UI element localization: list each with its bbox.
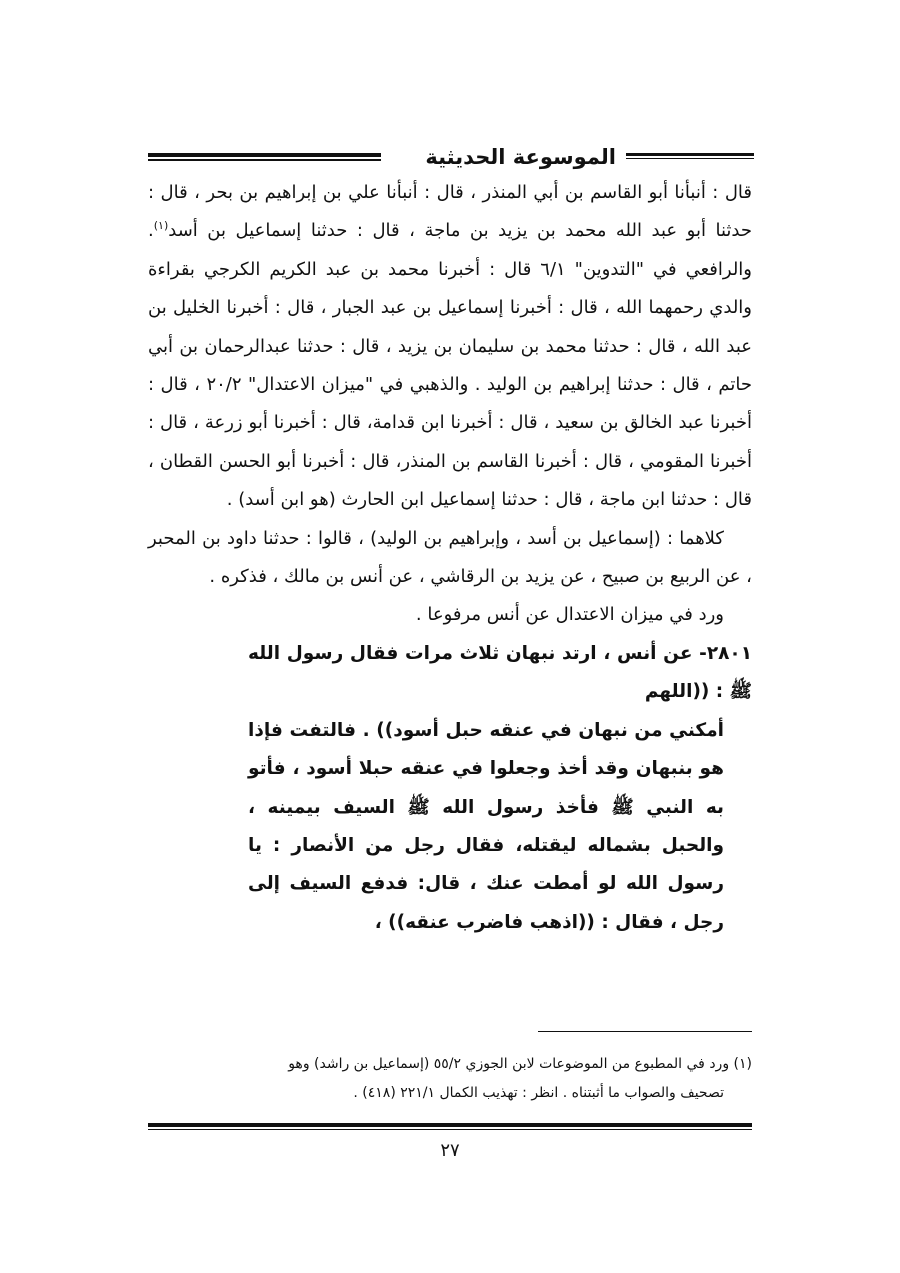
footer-rule <box>148 1123 752 1130</box>
paragraph-both: كلاهما : (إسماعيل بن أسد ، وإبراهيم بن الوليد) ، قالوا : حدثنا داود بن المحبر ، عن الربيع بن صبيح ، عن يزيد بن الرقاشي ، عن أنس بن مالك ، فذكره . <box>148 527 752 588</box>
paragraph-1-rest: . والرافعي في "التدوين" ٦/١ قال : أخبرنا محمد بن عبد الكريم الكرجي بقراءة والدي رحمهما الله ، قال : أخبرنا إسماعيل بن عبد الجبار ، قال : أخبرنا الخليل بن عبد الله ، قال : حدثنا محمد بن سليمان بن يزيد ، قال : حدثنا عبدالرحمان بن أبي حاتم ، قال : حدثنا إبراهيم بن الوليد . والذهبي في "ميزان الاعتدال" ٢٠/٢ ، قال : أخبرنا عبد الخالق بن سعيد ، قال : أخبرنا ابن قدامة، قال : أخبرنا أبو زرعة ، قال : أخبرنا المقومي ، قال : أخبرنا القاسم بن المنذر، قال : أخبرنا أبو الحسن القطان ، قال : حدثنا ابن ماجة ، قال : حدثنا إسماعيل ابن الحارث (هو ابن أسد) . <box>148 220 752 511</box>
hadith-first-line: ٢٨٠١- عن أنس ، ارتد نبهان ثلاث مرات فقال رسول الله ﷺ : ((اللهم <box>248 642 752 703</box>
footnote-separator <box>538 1031 752 1032</box>
header-title: الموسوعة الحديثية <box>425 145 616 169</box>
footnote-1-rest: تصحيف والصواب ما أثبتناه . انظر : تهذيب الكمال ٢٢١/١ (٤١٨) . <box>353 1085 724 1101</box>
footnote-1-first-line: (١) ورد في المطبوع من الموضوعات لابن الجوزي ٥٥/٢ (إسماعيل بن راشد) وهو <box>288 1056 752 1072</box>
footnotes <box>146 1050 752 1108</box>
hadith-2801 <box>248 635 752 942</box>
header-rule-left <box>148 153 381 161</box>
running-header <box>148 142 754 176</box>
page-number: ٢٧ <box>440 1140 460 1161</box>
paragraph-isnad <box>148 174 752 520</box>
paragraph-1-text: قال : أنبأنا أبو القاسم بن أبي المنذر ، قال : أنبأنا علي بن إبراهيم بن بحر ، قال : حدثنا أبو عبد الله محمد بن يزيد بن ماجة ، قال : حدثنا إسماعيل بن أسد <box>148 182 752 242</box>
header-rule-right <box>626 153 754 159</box>
hadith-continuation: أمكني من نبهان في عنقه حبل أسود)) . فالتفت فإذا هو بنبهان وقد أخذ وجعلوا في عنقه حبلا أسود ، فأتو به النبي ﷺ فأخذ رسول الله ﷺ السيف بيمينه ، والحبل بشماله ليقتله، فقال رجل من الأنصار : يا رسول الله لو أمطت عنك ، قال: فدفع السيف إلى رجل ، فقال : ((اذهب فاضرب عنقه)) ، <box>248 719 724 933</box>
paragraph-mizan: ورد في ميزان الاعتدال عن أنس مرفوعا . <box>415 604 724 626</box>
footnote-1 <box>146 1050 752 1108</box>
main-text <box>148 174 752 942</box>
footnote-reference: (١) <box>153 219 169 233</box>
